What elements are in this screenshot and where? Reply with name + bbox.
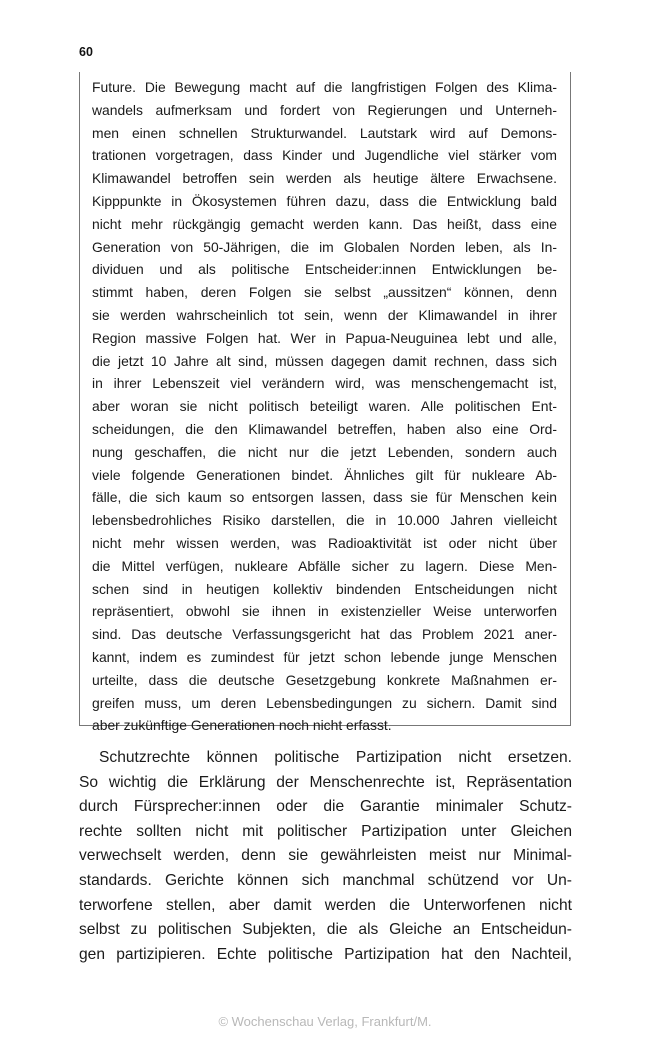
body-paragraph: [79, 746, 572, 967]
excursus-box: [79, 72, 571, 734]
box-text-line: aber woran sie nicht politisch beteiligt waren. Alle politischen Ent-: [92, 398, 557, 415]
box-text-line: sind. Das deutsche Verfassungsgericht hat das Problem 2021 aner-: [92, 626, 557, 643]
box-text-line: kannt, indem es zumindest für jetzt schon lebende junge Menschen: [92, 648, 557, 665]
box-text-line: scheidungen, die den Klimawandel betreffen, haben also eine Ord-: [92, 420, 557, 437]
paragraph-line: Schutzrechte können politische Partizipation nicht ersetzen.: [99, 749, 572, 766]
copyright-footer: © Wochenschau Verlag, Frankfurt/M.: [218, 1014, 432, 1029]
box-text-line: Region massive Folgen hat. Wer in Papua-Neuguinea lebt und alle,: [92, 329, 557, 346]
box-text-line: stimmt haben, deren Folgen sie selbst „aussitzen“ können, denn: [92, 284, 557, 301]
box-text-line: urteilte, dass die deutsche Gesetzgebung konkrete Maßnahmen er-: [92, 671, 557, 688]
box-text-line: die Mittel verfügen, nukleare Abfälle sicher zu lagern. Diese Men-: [92, 557, 557, 574]
box-text-line: aber zukünftige Generationen noch nicht erfasst.: [92, 717, 392, 734]
box-text-line: Future. Die Bewegung macht auf die langfristigen Folgen des Klima-: [92, 79, 557, 95]
box-text-line: dividuen und als politische Entscheider:innen Entwicklungen be-: [92, 261, 557, 278]
box-text-line: die jetzt 10 Jahre alt sind, müssen dagegen damit rechnen, dass sich: [92, 352, 557, 369]
box-text-line: wandels aufmerksam und fordert von Regierungen und Unterneh-: [92, 101, 557, 118]
box-text-line: nicht mehr rückgängig gemacht werden kann. Das heißt, dass eine: [92, 215, 557, 232]
box-text-line: nicht mehr wissen werden, was Radioaktivität ist oder nicht über: [92, 534, 557, 551]
box-text-line: greifen muss, um deren Lebensbedingungen zu sichern. Damit sind: [92, 694, 557, 711]
paragraph-line: standards. Gerichte können sich manchmal schützend vor Un-: [79, 871, 572, 889]
box-text-line: nung geschaffen, die nicht nur die jetzt Lebenden, sondern auch: [92, 443, 557, 460]
box-text-line: in ihrer Lebenszeit viel verändern wird, was menschengemacht ist,: [92, 375, 557, 392]
box-text-line: viele folgende Generationen bindet. Ähnliches gilt für nukleare Ab-: [92, 466, 557, 483]
box-text-line: Klimawandel betroffen sein werden als heutige ältere Erwachsene.: [92, 170, 557, 187]
paragraph-line: rechte sollten nicht mit politischer Partizipation unter Gleichen: [79, 822, 572, 840]
box-text-line: sie werden wahrscheinlich tot sein, wenn der Klimawandel in ihrer: [92, 306, 557, 323]
page-number: 60: [79, 45, 93, 59]
box-text-line: men einen schnellen Strukturwandel. Lautstark wird auf Demons-: [92, 124, 557, 141]
paragraph-line: durch Fürsprecher:innen oder die Garantie minimaler Schutz-: [79, 798, 572, 816]
box-text-line: lebensbedrohliches Risiko darstellen, die in 10.000 Jahren vielleicht: [92, 512, 557, 529]
box-text-line: repräsentiert, obwohl sie ihnen in existenzieller Weise unterworfen: [92, 603, 557, 620]
paragraph-line: selbst zu politischen Subjekten, die als Gleiche an Entscheidun-: [79, 921, 572, 939]
box-text-line: trationen vorgetragen, dass Kinder und Jugendliche viel stärker vom: [92, 147, 557, 164]
box-text-line: fälle, die sich kaum so entsorgen lassen, dass sie für Menschen kein: [92, 489, 557, 506]
box-text-line: schen sind in heutigen kollektiv bindenden Entscheidungen nicht: [92, 580, 557, 597]
box-text-line: Generation von 50-Jährigen, die im Globalen Norden leben, als In-: [92, 238, 557, 255]
paragraph-line: gen partizipieren. Echte politische Partizipation hat den Nachteil,: [79, 945, 572, 963]
paragraph-line: terworfene stellen, aber damit werden die Unterworfenen nicht: [79, 896, 572, 914]
paragraph-line: verwechselt werden, denn sie gewährleisten meist nur Minimal-: [79, 847, 572, 865]
paragraph-line: So wichtig die Erklärung der Menschenrechte ist, Repräsentation: [79, 773, 572, 791]
box-text-line: Kipppunkte in Ökosystemen führen dazu, dass die Entwicklung bald: [92, 192, 557, 209]
